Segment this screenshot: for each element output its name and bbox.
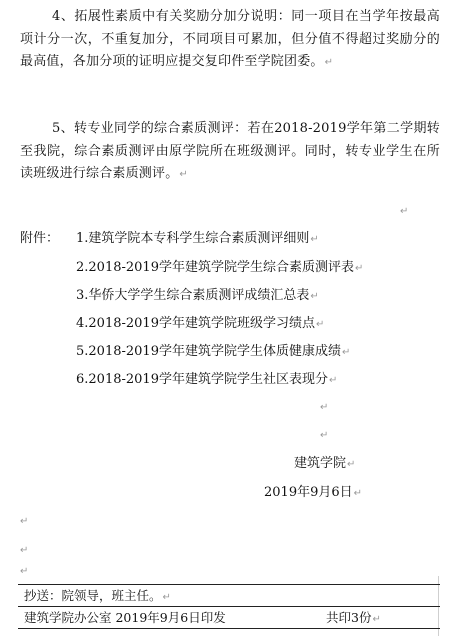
footer-copies: 共印3份↵ bbox=[326, 610, 381, 625]
paragraph-mark: ↵ bbox=[162, 592, 171, 603]
paragraph-mark: ↵ bbox=[324, 57, 334, 68]
paragraph-mark: ↵ bbox=[320, 402, 329, 413]
attachment-item: 5.2018-2019学年建筑学院学生体质健康成绩↵ bbox=[76, 344, 351, 359]
attachment-item: 2.2018-2019学年建筑学院学生综合素质测评表↵ bbox=[76, 260, 364, 275]
attachment-item: 6.2018-2019学年建筑学院学生社区表现分↵ bbox=[76, 372, 338, 387]
footer-issued-row bbox=[18, 606, 440, 628]
paragraph-4-text: 4、拓展性素质中有关奖励分加分说明：同一项目在当学年按最高项计分一次，不重复加分，不同项目可累加，但分值不得超过奖励分的最高值，各加分项的证明应提交复印件至学院团委。 bbox=[20, 9, 440, 69]
attachments-label: 附件： bbox=[20, 231, 60, 246]
paragraph-mark: ↵ bbox=[20, 545, 29, 556]
signature-date: 2019年9月6日↵ bbox=[264, 485, 363, 500]
paragraph-mark: ↵ bbox=[400, 206, 409, 217]
paragraph-mark: ↵ bbox=[320, 430, 329, 441]
attachment-item: 1.建筑学院本专科学生综合素质测评细则↵ bbox=[76, 231, 319, 246]
footer-cc-row: 抄送：院领导，班主任。↵ bbox=[24, 588, 171, 603]
footer-table bbox=[18, 584, 440, 629]
paragraph-mark: ↵ bbox=[372, 614, 381, 625]
paragraph-4 bbox=[20, 6, 440, 75]
paragraph-5 bbox=[20, 118, 440, 187]
paragraph-mark: ↵ bbox=[310, 291, 319, 302]
paragraph-mark: ↵ bbox=[20, 516, 29, 527]
paragraph-mark: ↵ bbox=[20, 566, 29, 577]
paragraph-mark: ↵ bbox=[315, 319, 325, 330]
attachment-item: 3.华侨大学学生综合素质测评成绩汇总表↵ bbox=[76, 288, 319, 303]
paragraph-5-text: 5、转专业同学的综合素质测评：若在2018-2019学年第二学期转至我院，综合素质测评由原学院所在班级测评。同时，转专业学生在所读班级进行综合素质测评。 bbox=[20, 121, 440, 181]
paragraph-mark: ↵ bbox=[310, 234, 319, 245]
paragraph-mark: ↵ bbox=[328, 375, 338, 386]
paragraph-mark: ↵ bbox=[347, 459, 356, 470]
paragraph-mark: ↵ bbox=[354, 263, 364, 274]
attachment-item: 4.2018-2019学年建筑学院班级学习绩点↵ bbox=[76, 316, 325, 331]
paragraph-mark: ↵ bbox=[353, 488, 363, 499]
footer-issued: 建筑学院办公室 2019年9月6日印发 bbox=[24, 610, 226, 625]
paragraph-mark: ↵ bbox=[341, 347, 351, 358]
paragraph-mark: ↵ bbox=[179, 169, 188, 180]
signature-org: 建筑学院↵ bbox=[294, 456, 356, 471]
